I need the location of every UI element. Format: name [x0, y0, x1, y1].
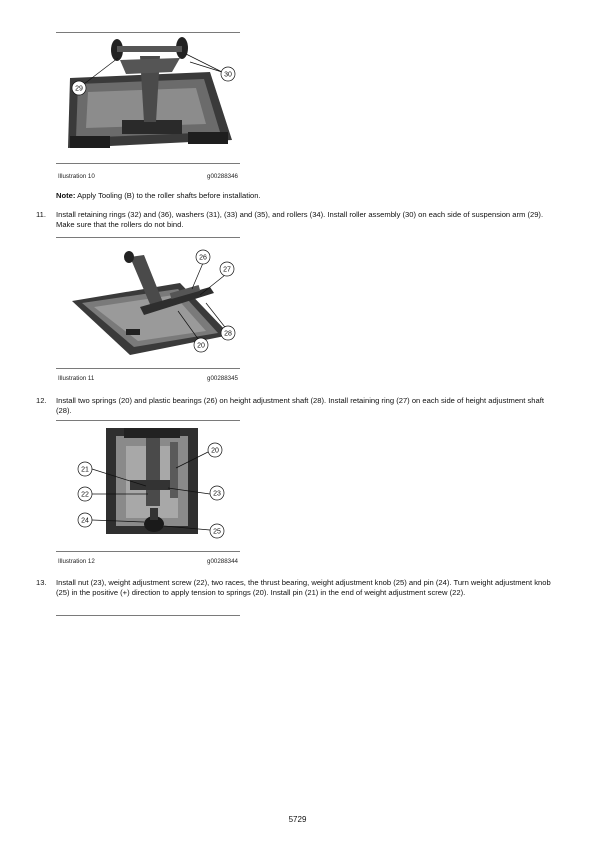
callout-24-label: 24 [81, 517, 89, 525]
callout-29-label: 29 [75, 85, 83, 93]
callout-28-label: 28 [224, 330, 232, 338]
callout-23-label: 23 [213, 490, 221, 498]
callout-20-label: 20 [211, 447, 219, 455]
step-text: Install two springs (20) and plastic bearings (26) on height adjustment shaft (28). Install retaining ring (27) on each side of height adjustment shaft (28). [56, 396, 544, 415]
step-text: Install nut (23), weight adjustment screw (22), two races, the thrust bearing, weight adjustment knob (25) and pin (24). Turn weight adjustment knob (25) in the positive (+) direction to apply tension to springs (20). Install pin (21) in the end of weight adjustment screw (22). [56, 578, 551, 597]
callout-30-label: 30 [224, 71, 232, 79]
note-paragraph [56, 191, 261, 200]
step-number: 11. [36, 210, 46, 219]
figure-illustration-12 [56, 420, 240, 570]
step-number: 13. [36, 578, 47, 587]
callout-21-label: 21 [81, 466, 89, 474]
figure-illustration-11 [56, 237, 240, 387]
caption-code: g00288346 [207, 173, 238, 180]
figure-bottom-rule [56, 368, 240, 369]
note-text: Apply Tooling (B) to the roller shafts before installation. [75, 191, 261, 200]
caption-label: Illustration 11 [58, 375, 95, 382]
figure-bottom-rule [56, 163, 240, 164]
callout-26-label: 26 [199, 254, 207, 262]
step-number: 12. [36, 396, 47, 405]
figure-bottom-rule [56, 551, 240, 552]
callout-27-label: 27 [223, 266, 231, 274]
section-end-rule [56, 615, 240, 616]
page-number: 5729 [288, 815, 307, 824]
caption-label: Illustration 10 [58, 173, 95, 180]
figure-top-rule [56, 237, 240, 238]
note-label: Note: [56, 191, 76, 200]
seat-suspension-photo [60, 36, 236, 162]
seat-suspension-photo [60, 426, 236, 550]
callout-22-label: 22 [81, 491, 89, 499]
seat-suspension-photo [60, 243, 236, 367]
figure-top-rule [56, 32, 240, 33]
figure-top-rule [56, 420, 240, 421]
callout-20-label: 20 [197, 342, 205, 350]
step-text: Install retaining rings (32) and (36), washers (31), (33) and (35), and rollers (34). Install roller assembly (30) on each side of suspension arm (29). Make sure that the rollers do not bind. [56, 210, 544, 229]
caption-code: g00288344 [207, 558, 238, 565]
callout-25-label: 25 [213, 528, 221, 536]
caption-code: g00288345 [207, 375, 238, 382]
caption-label: Illustration 12 [58, 558, 95, 565]
figure-illustration-10 [56, 32, 240, 182]
